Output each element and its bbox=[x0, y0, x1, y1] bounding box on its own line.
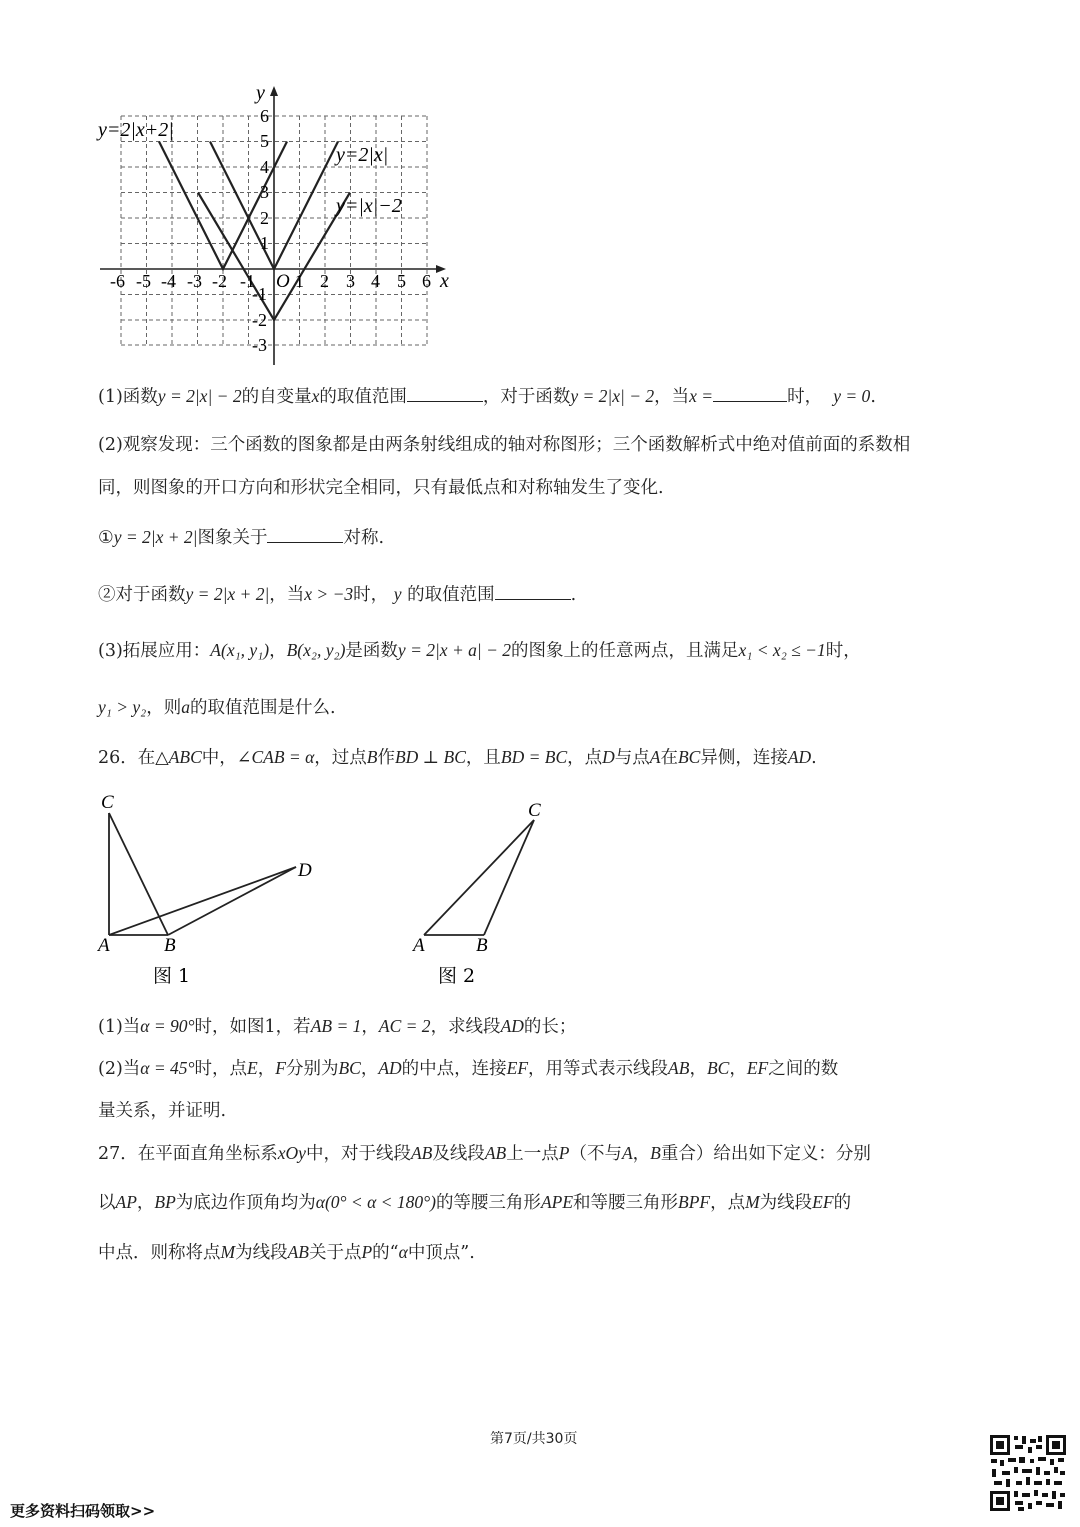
y-axis-arrow bbox=[270, 86, 278, 96]
q26-part2-line2: 量关系，并证明. bbox=[98, 1101, 227, 1121]
x-tick: 4 bbox=[371, 271, 380, 291]
variable: AB bbox=[410, 1143, 433, 1163]
text: . bbox=[570, 585, 577, 605]
text: (1)函数 bbox=[98, 387, 158, 407]
text: (1)当 bbox=[98, 1017, 141, 1037]
variable: x bbox=[311, 386, 320, 406]
x-tick: 6 bbox=[422, 271, 431, 291]
fig1-label-c: C bbox=[101, 792, 114, 813]
text: . bbox=[811, 748, 817, 768]
text: ， bbox=[729, 1059, 747, 1079]
y-tick: -3 bbox=[252, 335, 267, 355]
qr-code[interactable] bbox=[988, 1433, 1068, 1513]
q25-part3-line1 bbox=[98, 636, 861, 665]
circled-number: ② bbox=[98, 585, 116, 605]
variable: BPF bbox=[678, 1192, 711, 1212]
answer-blank bbox=[407, 383, 483, 402]
y-tick: 2 bbox=[260, 208, 269, 228]
text: ， bbox=[360, 1059, 379, 1079]
text: 和等腰三角形 bbox=[573, 1193, 679, 1213]
q26-part1 bbox=[98, 1012, 576, 1041]
variable: AB bbox=[668, 1058, 690, 1078]
text: 的中点，连接 bbox=[401, 1059, 507, 1079]
text: 时，点 bbox=[194, 1059, 248, 1079]
fig2-label-a: A bbox=[413, 935, 425, 956]
variable: B bbox=[366, 747, 378, 767]
text: （不与 bbox=[569, 1144, 622, 1164]
q25-part2-line2: 同，则图象的开口方向和形状完全相同，只有最低点和对称轴发生了变化. bbox=[98, 478, 664, 498]
variable: AB bbox=[484, 1143, 507, 1163]
x-tick: -5 bbox=[136, 271, 151, 291]
answer-blank bbox=[713, 383, 787, 402]
text: 对于函数 bbox=[115, 585, 186, 605]
text: ， bbox=[257, 1059, 276, 1079]
variable: AD bbox=[378, 1058, 402, 1078]
fig1-caption: 图 1 bbox=[153, 965, 191, 987]
formula: y₁ > y₂ bbox=[98, 697, 147, 717]
variable: BC bbox=[338, 1058, 361, 1078]
formula: y = 2|x| − 2 bbox=[157, 386, 242, 406]
variable: AB bbox=[287, 1242, 309, 1262]
curve-label-b: y=2|x| bbox=[336, 144, 389, 166]
variable: E bbox=[247, 1058, 258, 1078]
text: ， bbox=[136, 1193, 155, 1213]
text: 之间的数 bbox=[768, 1059, 839, 1079]
x-tick: -1 bbox=[240, 271, 255, 291]
question-number: 26．在 bbox=[98, 748, 156, 768]
x-tick: -2 bbox=[212, 271, 227, 291]
x-tick: -6 bbox=[110, 271, 125, 291]
text: 为线段 bbox=[759, 1193, 813, 1213]
y-tick: 4 bbox=[260, 157, 269, 177]
x-tick: 3 bbox=[346, 271, 355, 291]
text: ，对于函数 bbox=[482, 387, 571, 407]
text: ，过点 bbox=[314, 748, 367, 768]
curve-label-c: y=|x|−2 bbox=[336, 195, 402, 217]
point-a: A(x₁, y₁) bbox=[210, 640, 270, 660]
figure-2 bbox=[400, 795, 560, 995]
text: 的 bbox=[833, 1193, 852, 1213]
text: 上一点 bbox=[506, 1144, 559, 1164]
q25-part3-line2 bbox=[98, 693, 336, 722]
text: 中，对于线段 bbox=[305, 1144, 411, 1164]
formula: ∠CAB = α bbox=[236, 747, 315, 767]
answer-blank bbox=[495, 581, 571, 600]
fig2-label-c: C bbox=[528, 800, 541, 821]
text: 时， bbox=[825, 641, 861, 661]
y-axis-label: y bbox=[256, 82, 265, 104]
variable: A bbox=[621, 1143, 633, 1163]
variable: BC bbox=[677, 747, 701, 767]
q27-line1 bbox=[98, 1139, 871, 1168]
variable: F bbox=[275, 1058, 286, 1078]
text: ，点 bbox=[710, 1193, 746, 1213]
variable: AD bbox=[787, 747, 812, 767]
text: 的长； bbox=[523, 1017, 577, 1037]
text: 是函数 bbox=[345, 641, 398, 661]
x-axis-label: x bbox=[440, 270, 449, 292]
variable: B bbox=[650, 1143, 661, 1163]
text: ， bbox=[361, 1017, 379, 1037]
variable: a bbox=[181, 697, 191, 717]
x-tick: -4 bbox=[161, 271, 176, 291]
text: 时， bbox=[353, 585, 389, 605]
variable: xOy bbox=[277, 1143, 306, 1163]
formula: BD ⊥ BC bbox=[394, 747, 466, 767]
text: ，则 bbox=[146, 698, 182, 718]
variable: EF bbox=[506, 1058, 529, 1078]
formula: y = 0 bbox=[833, 386, 871, 406]
text: 的等腰三角形 bbox=[435, 1193, 541, 1213]
figure-1 bbox=[90, 785, 330, 995]
formula: y = 2|x| − 2 bbox=[570, 386, 655, 406]
x-tick-labels bbox=[110, 271, 431, 291]
text: 与点 bbox=[614, 748, 650, 768]
text: ，求线段 bbox=[430, 1017, 501, 1037]
variable: P bbox=[361, 1242, 373, 1262]
x-tick: -3 bbox=[187, 271, 202, 291]
variable: AD bbox=[500, 1016, 524, 1036]
text: ，当 bbox=[269, 585, 305, 605]
text: ， bbox=[689, 1059, 707, 1079]
text: (3)拓展应用： bbox=[98, 641, 211, 661]
text: 图象关于 bbox=[197, 528, 268, 548]
page-number: 第7页/共30页 bbox=[490, 1431, 578, 1447]
variable: EF bbox=[746, 1058, 769, 1078]
variable: D bbox=[602, 747, 615, 767]
text: ， bbox=[632, 1144, 651, 1164]
formula: x = bbox=[689, 386, 714, 406]
q25-sub1 bbox=[98, 523, 384, 552]
formula: AB = 1 bbox=[310, 1016, 362, 1036]
formula: AC = 2 bbox=[378, 1016, 431, 1036]
q26-part2-line1 bbox=[98, 1054, 838, 1083]
formula: y = 2|x + 2| bbox=[185, 584, 270, 604]
text: 及线段 bbox=[432, 1144, 485, 1164]
y-tick: 5 bbox=[260, 131, 269, 151]
fig1-label-a: A bbox=[98, 935, 110, 956]
text: 为底边作顶角均为 bbox=[175, 1193, 316, 1213]
variable: y bbox=[393, 584, 402, 604]
variable: EF bbox=[812, 1192, 834, 1212]
text: 的取值范围 bbox=[407, 585, 495, 605]
variable: APE bbox=[540, 1192, 574, 1212]
text: 在 bbox=[660, 748, 678, 768]
text: 关于点 bbox=[308, 1243, 362, 1263]
y-tick: 1 bbox=[260, 233, 269, 253]
point-b: B(x₂, y₂) bbox=[286, 640, 346, 660]
formula: x > −3 bbox=[304, 584, 354, 604]
text: 作 bbox=[377, 748, 395, 768]
x-tick: 5 bbox=[397, 271, 406, 291]
formula: △ABC bbox=[155, 747, 202, 767]
text: 异侧，连接 bbox=[700, 748, 788, 768]
formula: BD = BC bbox=[500, 747, 568, 767]
text: 的“ bbox=[372, 1243, 399, 1263]
function-graph bbox=[95, 80, 465, 370]
text: (2)当 bbox=[98, 1059, 141, 1079]
variable: M bbox=[745, 1192, 760, 1212]
text: ， bbox=[269, 641, 287, 661]
text: ，用等式表示线段 bbox=[528, 1059, 669, 1079]
curve-label-a: y=2|x+2| bbox=[98, 119, 174, 141]
formula: y = 2|x + a| − 2 bbox=[397, 640, 512, 660]
text: 重合）给出如下定义：分别 bbox=[660, 1144, 871, 1164]
fig2-label-b: B bbox=[476, 935, 488, 956]
variable: A bbox=[649, 747, 661, 767]
text: 以 bbox=[98, 1193, 116, 1213]
q27-line3 bbox=[98, 1238, 475, 1267]
q27-line2 bbox=[98, 1188, 851, 1217]
variable: α bbox=[398, 1242, 408, 1262]
formula: α = 45° bbox=[140, 1058, 195, 1078]
formula: α = 90° bbox=[140, 1016, 195, 1036]
text: 分别为 bbox=[285, 1059, 339, 1079]
text: 中点．则称将点 bbox=[98, 1243, 221, 1263]
text: 时，如图1，若 bbox=[194, 1017, 311, 1037]
text: ，点 bbox=[567, 748, 603, 768]
y-tick: 6 bbox=[260, 106, 269, 126]
q25-part1 bbox=[98, 382, 876, 411]
x-tick: 1 bbox=[295, 271, 304, 291]
text: 为线段 bbox=[235, 1243, 288, 1263]
y-tick: -1 bbox=[252, 284, 267, 304]
circled-number: ① bbox=[98, 528, 114, 548]
text: 的图象上的任意两点，且满足 bbox=[511, 641, 739, 661]
fig1-label-b: B bbox=[164, 935, 176, 956]
text: 中顶点”. bbox=[407, 1243, 475, 1263]
x-tick: 2 bbox=[320, 271, 329, 291]
variable: BP bbox=[154, 1192, 176, 1212]
q25-sub2 bbox=[98, 580, 576, 609]
formula: α(0° < α < 180°) bbox=[315, 1192, 436, 1212]
q26-stem bbox=[98, 743, 817, 772]
text: . bbox=[870, 387, 876, 407]
text: ，且 bbox=[465, 748, 501, 768]
text: 对称. bbox=[343, 528, 385, 548]
fig1-label-d: D bbox=[298, 860, 312, 881]
variable: P bbox=[558, 1143, 570, 1163]
text: 27．在平面直角坐标系 bbox=[98, 1144, 278, 1164]
q25-part2-line1: (2)观察发现：三个函数的图象都是由两条射线组成的轴对称图形；三个函数解析式中绝对值前面的系数相 bbox=[98, 435, 911, 455]
variable: M bbox=[220, 1242, 236, 1262]
variable: BC bbox=[706, 1058, 730, 1078]
text: ，当 bbox=[654, 387, 690, 407]
variable: AP bbox=[115, 1192, 137, 1212]
y-tick: 3 bbox=[260, 182, 269, 202]
origin-label: O bbox=[276, 271, 290, 292]
answer-blank bbox=[267, 524, 343, 543]
y-tick: -2 bbox=[252, 310, 267, 330]
formula: x₁ < x₂ ≤ −1 bbox=[738, 640, 826, 660]
text: 时， bbox=[787, 387, 823, 407]
text: 的自变量 bbox=[241, 387, 312, 407]
text: 的取值范围是什么. bbox=[190, 698, 336, 718]
fig2-caption: 图 2 bbox=[438, 965, 476, 987]
text: 中， bbox=[201, 748, 237, 768]
text: 的取值范围 bbox=[319, 387, 407, 407]
formula: y = 2|x + 2| bbox=[113, 527, 198, 547]
promo-link[interactable]: 更多资料扫码领取>> bbox=[10, 1502, 156, 1520]
